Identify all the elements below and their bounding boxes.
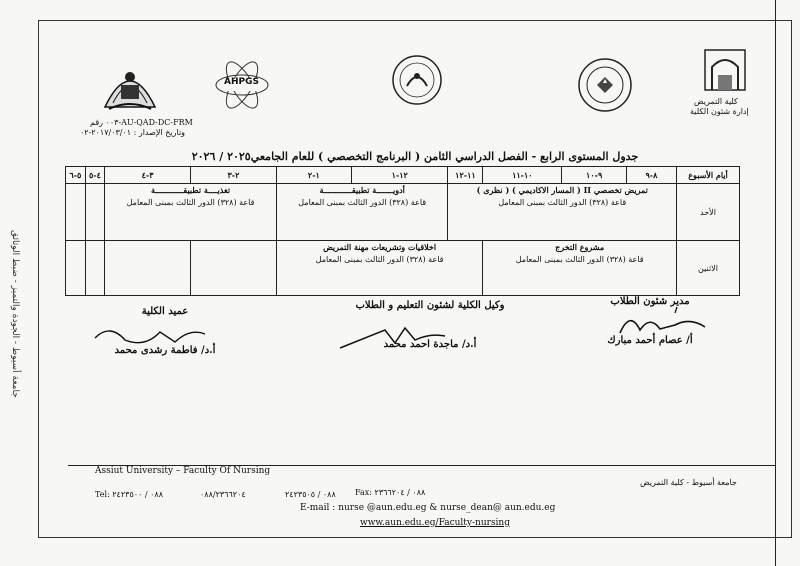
course-title: أدويـــــــة تطبيقــــــــــــة (319, 185, 405, 196)
course-title: تغذيــــة تطبيقــــــــــــة (151, 185, 231, 196)
col-header: ٩-١٠ (562, 167, 627, 184)
sunday-block-3 (105, 184, 277, 241)
footer-university: Assiut University – Faculty Of Nursing (95, 466, 271, 476)
empty-cell (191, 241, 277, 296)
course-title: مشروع التخرج (555, 242, 605, 253)
side-stamp-note: جامعة أسيوط - الجودة والتميز - ضبط الوثائق (10, 230, 20, 398)
document-code: AU-QAD-DC-FRM-٠٠٣ رقم (90, 118, 193, 127)
faculty-gate-logo (700, 45, 750, 95)
issue-date: وتاريخ الإصدار : ٢٠١٧/٠٣/٠١-٠٢ (80, 128, 186, 137)
course-room: قاعة (٣٢٨) الدور الثالث بمبنى المعامل (298, 198, 427, 208)
signature-role: مدير شئون الطلاب (610, 296, 690, 307)
course-title: تمريض تخصصي II ( المسار الاكاديمي ) ( نظرى ) (476, 185, 648, 196)
sunday-block-1 (448, 184, 677, 241)
day-monday: الاثنين (677, 241, 740, 296)
col-header: ٨-٩ (626, 167, 676, 184)
header-row (66, 167, 740, 184)
course-room: قاعة (٣٢٨) الدور الثالث بمبنى المعامل (515, 255, 644, 265)
col-header: أيام الأسبوع (677, 167, 740, 184)
empty-cell (85, 241, 105, 296)
right-logo-caption-1: كلية التمريض (694, 97, 738, 106)
empty-cell (66, 241, 86, 296)
course-title: اخلاقيات وتشريعات مهنة التمريض (323, 242, 437, 253)
schedule-title: جدول المستوى الرابع - الفصل الدراسي الثامن ( البرنامج التخصصي ) للعام الجامعي٢٠٢٥ / ٢٠٢٦ (191, 150, 639, 163)
scan-edge-line (775, 0, 776, 566)
footer-tel: Tel: ٠٨٨ / ٢٤٢٣٥٠٠ (95, 490, 163, 499)
right-logo-caption-2: إدارة شئون الكلية (690, 107, 749, 116)
training-center-logo (575, 55, 635, 115)
monday-block-1 (483, 241, 677, 296)
signature-name: أ.د/ فاطمة رشدى محمد (114, 345, 216, 356)
empty-cell (85, 184, 105, 241)
col-header: ١-٢ (276, 167, 351, 184)
day-sunday: الأحد (677, 184, 740, 241)
signature-role: وكيل الكلية لشئون التعليم و الطلاب (355, 300, 505, 311)
handwritten-signature (615, 305, 715, 340)
signature-name: أ.د/ ماجدة احمد محمد (383, 339, 477, 350)
sunday-block-2 (276, 184, 448, 241)
col-header: ٤-٥ (85, 167, 105, 184)
course-room: قاعة (٣٢٨) الدور الثالث بمبنى المعامل (315, 255, 444, 265)
handwritten-signature (335, 318, 455, 353)
signature-name: أ/ عصام أحمد مبارك (607, 335, 693, 346)
footer-arabic-caption: جامعة أسيوط - كلية التمريض (640, 478, 737, 487)
table-row (66, 184, 740, 241)
university-emblem-logo (95, 55, 165, 115)
course-room: قاعة (٣٢٨) الدور الثالث بمبنى المعامل (126, 198, 255, 208)
ahpgs-text: AHPGS (224, 77, 259, 87)
monday-block-2 (276, 241, 482, 296)
col-header: ٣-٤ (105, 167, 191, 184)
col-header: ٢-٣ (191, 167, 277, 184)
footer-tel-2: ٠٨٨/٢٣٦٦٢٠٤ (200, 490, 246, 499)
footer-website-link[interactable]: www.aun.edu.eg/Faculty-nursing (360, 518, 510, 528)
empty-cell (105, 241, 191, 296)
course-room: قاعة (٣٢٨) الدور الثالث بمبنى المعامل (498, 198, 627, 208)
col-header: ١٠-١١ (483, 167, 562, 184)
signature-role: عميد الكلية (141, 306, 189, 317)
footer-tel-3: ٠٨٨ / ٢٤٢٣٥٠٥ (285, 490, 336, 499)
schedule-table (65, 166, 740, 296)
faculty-circular-logo (385, 50, 450, 110)
footer-email: E-mail : nurse @aun.edu.eg & nurse_dean@ aun.edu.eg (300, 503, 556, 513)
col-header: ٥-٦ (66, 167, 86, 184)
col-header: ١٢-١ (351, 167, 448, 184)
handwritten-signature (90, 318, 210, 353)
empty-cell (66, 184, 86, 241)
col-header: ١١-١٢ (448, 167, 483, 184)
table-row (66, 241, 740, 296)
footer-fax: Fax: ٠٨٨ / ٢٣٦٦٢٠٤ (355, 488, 426, 497)
